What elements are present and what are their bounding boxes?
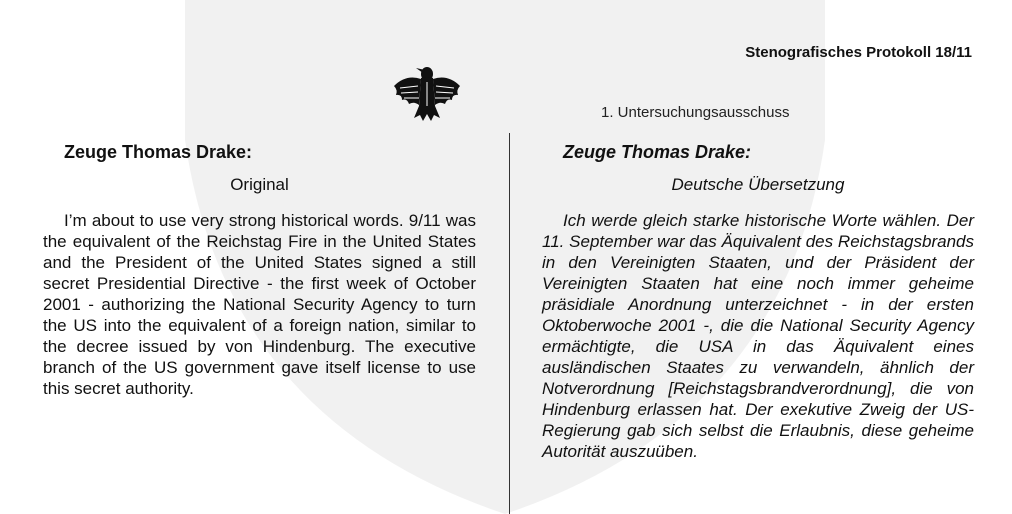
translation-column — [542, 140, 974, 462]
protocol-title: Stenografisches Protokoll 18/11 — [745, 44, 972, 61]
committee-name: 1. Untersuchungsausschuss — [601, 104, 790, 121]
speaker-heading: Zeuge Thomas Drake: — [64, 142, 253, 162]
statement-text: Ich werde gleich starke historische Worte wählen. Der 11. September war das Äquivalent des Reichstagsbrands in den Vereinigten Staaten, und der Präsident der Vereinigten Staaten hat eine noch immer geheime präsidiale Anordnung unterzeichnet - in der ersten Oktoberwoche 2001 -, die die National Security Agency ermächtigte, die USA in das Äquivalent eines ausländischen Staates zu verwandeln, ähnlich der Notverordnung [Reichstagsbrandverordnung], die von Hindenburg erlassen hat. Der exekutive Zweig der US-Regierung gab sich selbst die Erlaubnis, diese geheime Autorität auszuüben. — [542, 211, 974, 461]
column-subtitle: Original — [230, 175, 289, 194]
column-subtitle: Deutsche Übersetzung — [671, 175, 845, 194]
column-divider — [509, 133, 510, 514]
statement-text: I’m about to use very strong historical words. 9/11 was the equivalent of the Reichstag Fire in the United States and the President of the United States signed a still secret Presidential Directive - the first week of October 2001 - authorizing the National Security Agency to turn the US into the equivalent of a foreign nation, similar to the decree issued by von Hindenburg. The executive branch of the US government gave itself license to use this secret authority. — [43, 211, 476, 398]
original-column — [43, 140, 476, 399]
federal-eagle-icon — [392, 60, 462, 124]
speaker-heading: Zeuge Thomas Drake: — [563, 142, 752, 162]
